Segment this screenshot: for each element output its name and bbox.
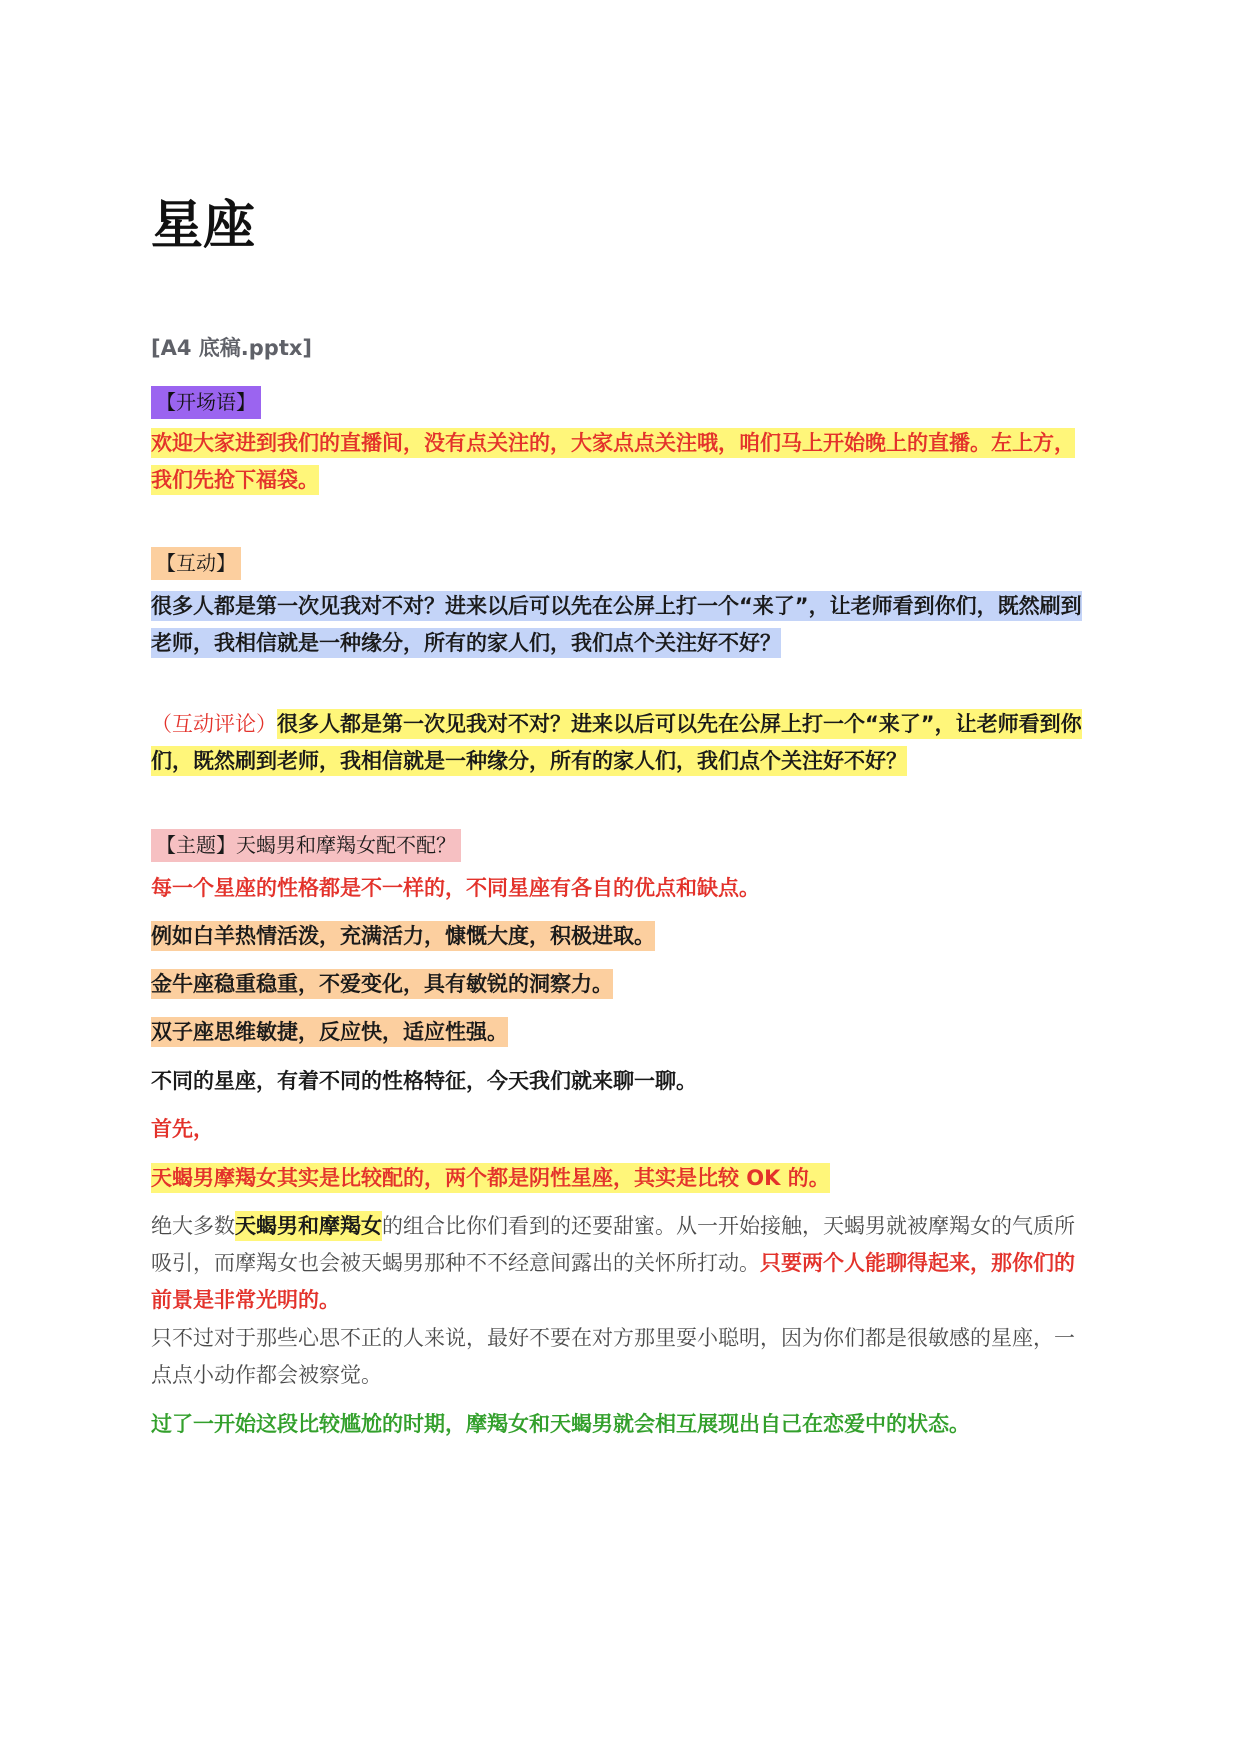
topic-paragraph-1-highlight: 天蝎男和摩羯女 (235, 1211, 382, 1241)
topic-line-2 (151, 918, 1093, 955)
interaction-comment-paragraph (151, 706, 1093, 780)
opening-tag: 【开场语】 (151, 386, 261, 419)
topic-paragraph-1-d: 只要两个人能聊得起来，那你们的前景是非常光明的。 (151, 1251, 1075, 1312)
opening-paragraph (151, 425, 1093, 499)
source-file-label: [A4 底稿.pptx] (151, 336, 312, 360)
topic-line-7-text: 天蝎男摩羯女其实是比较配的，两个都是阴性星座，其实是比较 OK 的。 (151, 1163, 830, 1193)
document-title: 星座 (151, 196, 256, 256)
interaction-comment-tag: （互动评论） (151, 712, 277, 736)
topic-line-7 (151, 1160, 1093, 1197)
topic-line-5: 不同的星座，有着不同的性格特征，今天我们就来聊一聊。 (151, 1069, 697, 1093)
topic-paragraph-3: 过了一开始这段比较尴尬的时期，摩羯女和天蝎男就会相互展现出自己在恋爱中的状态。 (151, 1412, 970, 1436)
topic-tag-row (151, 827, 1093, 864)
interaction-paragraph (151, 588, 1093, 662)
topic-paragraph-1-a: 绝大多数 (151, 1214, 235, 1238)
interaction-comment-text: 很多人都是第一次见我对不对？进来以后可以先在公屏上打一个“来了”，让老师看到你们，既然刷到老师，我相信就是一种缘分，所有的家人们，我们点个关注好不好？ (151, 709, 1082, 776)
topic-line-6: 首先， (151, 1117, 214, 1141)
topic-line-2-text: 例如白羊热情活泼，充满活力，慷慨大度，积极进取。 (151, 921, 655, 951)
opening-text: 欢迎大家进到我们的直播间，没有点关注的，大家点点关注哦，咱们马上开始晚上的直播。左上方，我们先抢下福袋。 (151, 428, 1075, 495)
interaction-tag-row (151, 545, 1093, 582)
topic-line-4-text: 双子座思维敏捷，反应快，适应性强。 (151, 1017, 508, 1047)
topic-paragraph-2: 只不过对于那些心思不正的人来说，最好不要在对方那里耍小聪明，因为你们都是很敏感的星座，一点点小动作都会被察觉。 (151, 1326, 1075, 1387)
interaction-tag: 【互动】 (151, 547, 241, 580)
topic-line-4 (151, 1014, 1093, 1051)
topic-tag: 【主题】天蝎男和摩羯女配不配？ (151, 829, 461, 862)
topic-paragraph-1-c: 的组合比你们看到的还要甜蜜。从一开始接触，天蝎男就被摩羯女的气质所吸引，而摩羯女也会被天蝎男那种不不经意间露出的关怀所打动。 (151, 1214, 1075, 1275)
topic-line-3-text: 金牛座稳重稳重，不爱变化，具有敏锐的洞察力。 (151, 969, 613, 999)
topic-paragraph-1 (151, 1208, 1093, 1319)
interaction-text: 很多人都是第一次见我对不对？进来以后可以先在公屏上打一个“来了”，让老师看到你们，既然刷到老师，我相信就是一种缘分，所有的家人们，我们点个关注好不好？ (151, 591, 1082, 658)
topic-line-1: 每一个星座的性格都是不一样的，不同星座有各自的优点和缺点。 (151, 876, 760, 900)
topic-line-3 (151, 966, 1093, 1003)
opening-tag-row (151, 384, 1093, 421)
